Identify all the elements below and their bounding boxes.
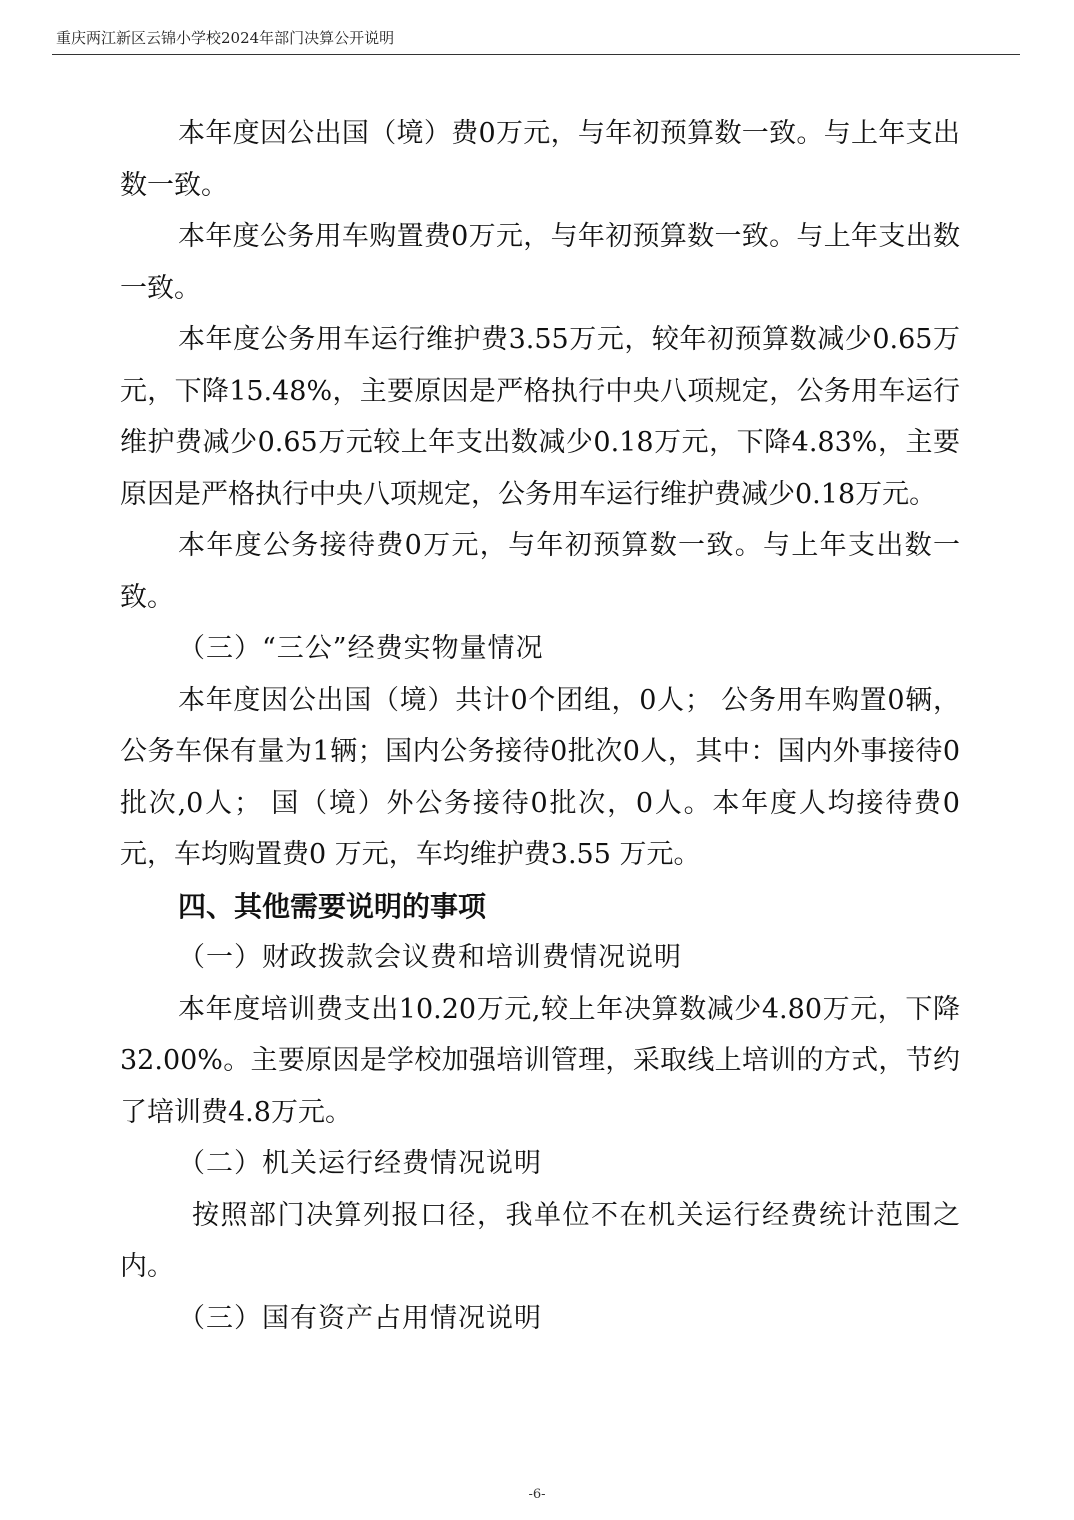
page-number: -6- <box>528 1487 546 1502</box>
paragraph-reception: 本年度公务接待费0万元，与年初预算数一致。与上年支出数一致。 <box>120 530 960 613</box>
document-body <box>120 108 960 1344</box>
heading-meeting-training-fees: （一）财政拨款会议费和培训费情况说明 <box>178 942 682 973</box>
paragraph-vehicle-maintenance: 本年度公务用车运行维护费3.55万元，较年初预算数减少0.65万元，下降15.48%，主要原因是严格执行中央八项规定，公务用车运行维护费减少0.65万元较上年支出数减少0.18万元，下降4.83%，主要原因是严格执行中央八项规定，公务用车运行维护费减少0.18万元。 <box>120 324 960 510</box>
paragraph-vehicle-purchase: 本年度公务用车购置费0万元，与年初预算数一致。与上年支出数一致。 <box>120 221 960 304</box>
header-divider <box>52 54 1020 55</box>
heading-operating-expenses: （二）机关运行经费情况说明 <box>178 1148 542 1179</box>
heading-three-public-quantities: （三）“三公”经费实物量情况 <box>178 633 544 664</box>
heading-other-matters: 四、其他需要说明的事项 <box>178 889 487 923</box>
heading-state-assets: （三）国有资产占用情况说明 <box>178 1302 542 1334</box>
paragraph-operating-expenses: 按照部门决算列报口径，我单位不在机关运行经费统计范围之内。 <box>120 1199 960 1282</box>
paragraph-training-fees: 本年度培训费支出10.20万元,较上年决算数减少4.80万元，下降32.00%。主要原因是学校加强培训管理，采取线上培训的方式，节约了培训费4.8万元。 <box>120 993 960 1128</box>
document-header: 重庆两江新区云锦小学校2024年部门决算公开说明 <box>56 29 395 47</box>
paragraph-physical-quantities: 本年度因公出国（境）共计0个团组，0人； 公务用车购置0辆，公务车保有量为1辆；国内公务接待0批次0人，其中：国内外事接待0批次,0人； 国（境）外公务接待0批次，0人。本年度人均接待费0元，车均购置费0 万元，车均维护费3.55 万元。 <box>120 684 960 870</box>
paragraph-overseas-travel: 本年度因公出国（境）费0万元，与年初预算数一致。与上年支出数一致。 <box>120 118 960 201</box>
